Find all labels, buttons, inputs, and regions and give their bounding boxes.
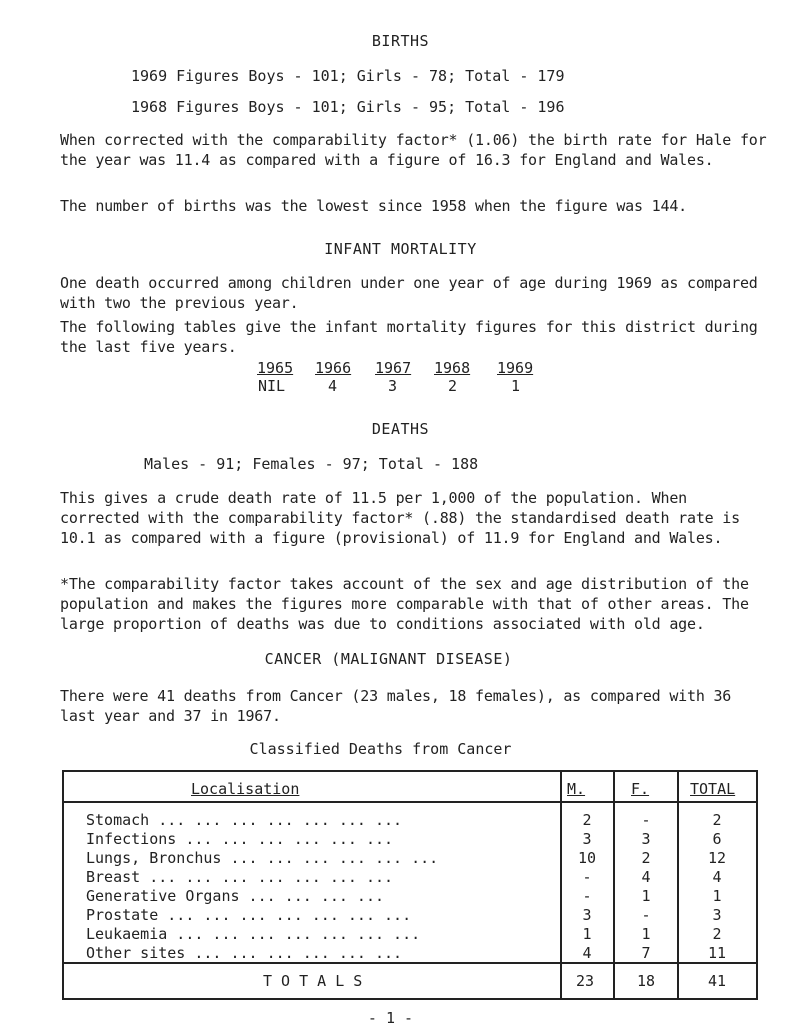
- table-row: [63, 830, 758, 849]
- m-cell: 10: [577, 849, 597, 867]
- site-cell: Generative Organs ... ... ... ...: [86, 887, 385, 905]
- m-cell: 3: [582, 906, 592, 924]
- value-1967: 3: [388, 377, 398, 395]
- comparability-footnote: *The comparability factor takes account of the sex and age distribution of the population and makes the figures more comparable with that of other areas. The large proportion of deaths was due to conditions associated with old age.: [60, 575, 749, 633]
- infant-tables-paragraph: The following tables give the infant mortality figures for this district during the last five years.: [60, 318, 758, 356]
- deaths-heading: DEATHS: [371, 420, 430, 438]
- totals-f: 18: [636, 972, 656, 990]
- m-cell: 4: [582, 944, 592, 962]
- total-cell: 12: [707, 849, 727, 867]
- f-cell: 2: [641, 849, 651, 867]
- total-cell: 1: [712, 887, 722, 905]
- value-1969: 1: [511, 377, 521, 395]
- site-cell: Infections ... ... ... ... ... ...: [86, 830, 394, 848]
- deaths-figures: Males - 91; Females - 97; Total - 188: [144, 455, 479, 473]
- m-cell: 1: [582, 925, 592, 943]
- site-cell: Breast ... ... ... ... ... ... ...: [86, 868, 394, 886]
- table-row: [63, 925, 758, 944]
- total-cell: 6: [712, 830, 722, 848]
- year-1968: 1968: [434, 359, 471, 377]
- total-cell: 2: [712, 811, 722, 829]
- f-cell: 3: [641, 830, 651, 848]
- births-heading: BIRTHS: [371, 32, 430, 50]
- table-row: [63, 811, 758, 830]
- births-rate-paragraph: When corrected with the comparability factor* (1.06) the birth rate for Hale for the year was 11.4 as compared with a figure of 16.3 for England and Wales.: [60, 131, 767, 169]
- total-cell: 2: [712, 925, 722, 943]
- totals-m: 23: [575, 972, 595, 990]
- infant-mortality-heading: INFANT MORTALITY: [324, 240, 477, 258]
- f-cell: -: [641, 811, 651, 829]
- cancer-table-title: Classified Deaths from Cancer: [249, 740, 512, 758]
- total-cell: 4: [712, 868, 722, 886]
- births-1969-figures: 1969 Figures Boys - 101; Girls - 78; Total - 179: [131, 67, 565, 85]
- header-total: TOTAL: [690, 780, 736, 798]
- year-1969: 1969: [497, 359, 534, 377]
- year-1967: 1967: [375, 359, 412, 377]
- site-cell: Prostate ... ... ... ... ... ... ...: [86, 906, 412, 924]
- m-cell: 2: [582, 811, 592, 829]
- header-f: F.: [631, 780, 650, 798]
- cancer-heading: CANCER (MALIGNANT DISEASE): [264, 650, 513, 668]
- value-1966: 4: [328, 377, 338, 395]
- table-row: [63, 944, 758, 963]
- total-cell: 3: [712, 906, 722, 924]
- f-cell: 7: [641, 944, 651, 962]
- infant-death-paragraph: One death occurred among children under one year of age during 1969 as compared with two the previous year.: [60, 274, 758, 312]
- deaths-rate-paragraph: This gives a crude death rate of 11.5 per 1,000 of the population. When corrected with the comparability factor* (.88) the standardised death rate is 10.1 as compared with a figure (provisional) of 11.9 for England and Wales.: [60, 489, 740, 547]
- year-1965: 1965: [257, 359, 294, 377]
- site-cell: Stomach ... ... ... ... ... ... ...: [86, 811, 403, 829]
- m-cell: -: [582, 868, 592, 886]
- year-1966: 1966: [315, 359, 352, 377]
- cancer-table: [63, 770, 758, 990]
- site-cell: Leukaemia ... ... ... ... ... ... ...: [86, 925, 421, 943]
- header-m: M.: [567, 780, 586, 798]
- f-cell: 4: [641, 868, 651, 886]
- cancer-paragraph: There were 41 deaths from Cancer (23 males, 18 females), as compared with 36 last year and 37 in 1967.: [60, 687, 732, 725]
- f-cell: 1: [641, 925, 651, 943]
- f-cell: -: [641, 906, 651, 924]
- table-row: [63, 868, 758, 887]
- f-cell: 1: [641, 887, 651, 905]
- total-cell: 11: [707, 944, 727, 962]
- births-1968-figures: 1968 Figures Boys - 101; Girls - 95; Total - 196: [131, 98, 565, 116]
- page-number: - 1 -: [367, 1009, 414, 1027]
- table-row: [63, 906, 758, 925]
- site-cell: Other sites ... ... ... ... ... ...: [86, 944, 403, 962]
- totals-total: 41: [707, 972, 727, 990]
- m-cell: -: [582, 887, 592, 905]
- m-cell: 3: [582, 830, 592, 848]
- header-localisation: Localisation: [191, 780, 300, 798]
- totals-label: T O T A L S: [263, 972, 363, 990]
- value-1965: NIL: [258, 377, 286, 395]
- site-cell: Lungs, Bronchus ... ... ... ... ... ...: [86, 849, 439, 867]
- value-1968: 2: [448, 377, 458, 395]
- table-row: [63, 849, 758, 868]
- table-row: [63, 887, 758, 906]
- births-lowest-paragraph: The number of births was the lowest since 1958 when the figure was 144.: [60, 197, 687, 215]
